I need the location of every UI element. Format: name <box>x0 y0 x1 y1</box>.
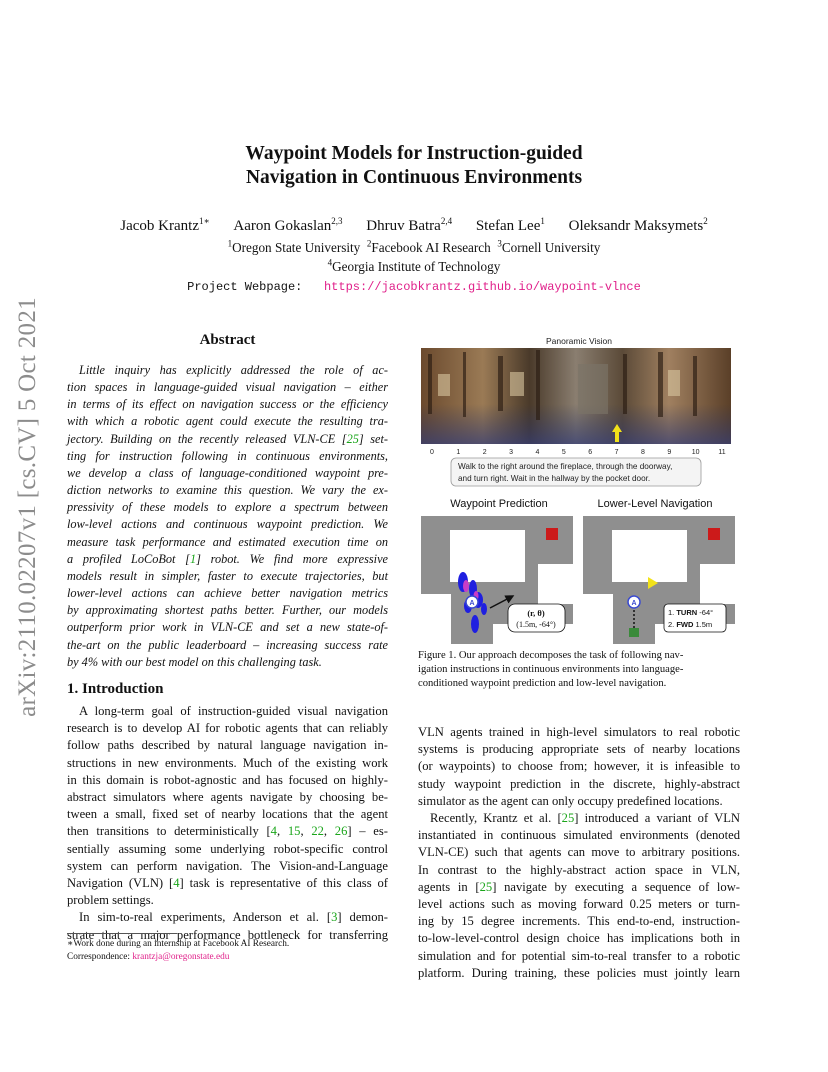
project-url-link[interactable]: https://jacobkrantz.github.io/waypoint-vlnce <box>323 280 641 294</box>
author-list <box>0 216 828 235</box>
text-line: sentially assuming some underlying robot-specific control <box>67 841 388 856</box>
text-line: A long-term goal of instruction-guided visual navigation <box>79 704 388 718</box>
citation-link[interactable]: 4 <box>173 876 180 891</box>
step-1-label: 1. TURN -64° <box>668 608 714 617</box>
title-line-1: Waypoint Models for Instruction-guided <box>245 143 583 164</box>
arxiv-stamp: arXiv:2110.02207v1 [cs.CV] 5 Oct 2021 <box>14 297 41 717</box>
affiliation: $^3$Cornell University <box>497 239 601 256</box>
caption-line: conditioned waypoint prediction and low-level navigation. <box>418 678 667 689</box>
project-webpage <box>0 280 828 294</box>
tick-label: 6 <box>588 449 593 456</box>
svg-text:A: A <box>631 600 637 607</box>
tick-label: 1 <box>456 449 461 456</box>
tick-label: 7 <box>614 449 619 456</box>
text-line: level actions such as moving forward 0.25 meters or turn- <box>418 897 740 912</box>
text-line: outperform prior work in VLN-CE and set a new state-of- <box>67 620 388 635</box>
r-theta-label: (r, θ) <box>527 608 545 618</box>
waypoint-map <box>421 516 573 644</box>
tick-label: 9 <box>667 449 672 456</box>
footnote <box>67 938 388 964</box>
text-line: follow paths described by natural language navigation in- <box>67 738 388 753</box>
citation-link[interactable]: 25 <box>561 811 575 826</box>
text-line: structions in new environments. Much of the existing work <box>67 755 388 770</box>
text-line: systems is producing appropriate sets of nearby locations <box>418 742 740 757</box>
text-line: a profiled LoCoBot [1] robot. We find more expressive <box>67 551 388 566</box>
text-line: Little inquiry has explicitly addressed the role of ac- <box>79 363 388 377</box>
instruction-line-2: and turn right. Wait in the hallway by the pocket door. <box>458 474 651 483</box>
abstract-heading: Abstract <box>199 332 256 348</box>
affiliation: $^1$Oregon State University <box>227 239 361 256</box>
text-line: In sim-to-real experiments, Anderson et al. [3] demon- <box>79 910 388 925</box>
text-line: platform. During training, these policies must jointly learn <box>418 965 740 980</box>
waypoint-prediction-title: Waypoint Prediction <box>450 498 548 510</box>
svg-text:A: A <box>469 600 475 607</box>
text-line: ing by 15 degree increments. This end-to-end, instruction- <box>418 914 740 929</box>
text-line: low-level actions and continuous waypoint prediction. We <box>67 517 388 532</box>
text-line: In contrast to the highly-abstract action space in VLN, <box>418 862 740 877</box>
footnote-text: ∗Work done during an internship at Facebook AI Research. <box>67 939 290 949</box>
citation-link[interactable]: 15 <box>287 824 301 839</box>
text-line: (or waypoints) to choose from; however, it is infeasible to <box>418 759 740 774</box>
text-line: by approximating shortest paths better. Further, our models <box>67 603 388 618</box>
text-line: simulator as the agent can only occupy predefined locations. <box>418 793 723 808</box>
text-line: research is to develop AI for robotic agents that can reliably <box>67 721 388 736</box>
tick-label: 5 <box>561 449 566 456</box>
text-line: VLN-CE) such that agents can move to arbitrary positions. <box>418 845 740 860</box>
author-name: Dhruv Batra$^{2,4}$ <box>366 216 453 234</box>
abstract-body <box>67 362 388 671</box>
citation-link[interactable]: 22 <box>311 824 324 839</box>
caption-line: igation instructions in continuous environments into language- <box>418 664 684 675</box>
tick-label: 2 <box>482 449 487 456</box>
author-name: Aaron Gokaslan$^{2,3}$ <box>233 216 343 234</box>
text-line: VLN agents trained in high-level simulators to real robotic <box>418 725 740 739</box>
text-line: models result in simpler, faster to execute trajectories, but <box>67 568 388 583</box>
text-line: diction networks to examine this question. We vary the ex- <box>67 483 388 498</box>
text-line: abstract simulators where agents navigate by choosing be- <box>67 790 388 805</box>
tick-label: 8 <box>640 449 645 456</box>
text-line: ting for instruction following in continuous environments, <box>67 448 388 463</box>
correspondence-email-link[interactable]: krantzja@oregonstate.edu <box>132 952 230 962</box>
affiliations-line-1 <box>0 239 828 256</box>
citation-link[interactable]: 3 <box>331 910 338 925</box>
text-line: in this domain is robot-agnostic and has focused on highly- <box>67 772 388 787</box>
affiliation: $^4$Georgia Institute of Technology <box>327 258 501 275</box>
text-line: we develop a class of language-conditioned waypoint pre- <box>67 465 388 480</box>
title-line-2: Navigation in Continuous Environments <box>245 167 583 188</box>
text-line: strate that a major performance bottleneck for transferring <box>67 927 388 942</box>
citation-link[interactable]: 25 <box>479 879 493 894</box>
r-theta-value: (1.5m, -64°) <box>516 620 556 629</box>
text-line: Navigation (VLN) [4] task is representative of this class of <box>67 876 388 891</box>
affiliations-line-2 <box>0 258 828 275</box>
affiliation: $^2$Facebook AI Research <box>366 239 491 256</box>
text-line: by 4% with our best model on this challenging task. <box>67 654 322 669</box>
citation-link[interactable]: 26 <box>334 824 348 839</box>
footnote-divider <box>67 933 177 934</box>
text-line: jectory. Building on the recently released VLN-CE [25] set- <box>67 431 388 446</box>
author-name: Oleksandr Maksymets$^2$ <box>568 216 708 234</box>
lower-level-navigation-title: Lower-Level Navigation <box>597 498 713 510</box>
text-line: agents in [25] navigate by executing a sequence of low- <box>418 879 740 894</box>
citation-link[interactable]: 25 <box>346 431 359 446</box>
tick-label: 3 <box>509 449 514 456</box>
citation-link[interactable]: 1 <box>189 551 197 566</box>
author-name: Jacob Krantz$^{1∗}$ <box>120 216 210 234</box>
figure-1 <box>418 334 740 646</box>
text-line: with which a robotic agent could execute the resulting tra- <box>67 414 388 429</box>
section-heading-introduction: 1. Introduction <box>67 681 164 697</box>
step-2-label: 2. FWD 1.5m <box>668 620 713 629</box>
text-line: tion spaces in language-guided visual navigation – either <box>67 380 388 395</box>
paper-title <box>0 142 828 190</box>
figure-1-caption <box>418 649 740 691</box>
intro-right-column <box>418 724 740 982</box>
instruction-line-1: Walk to the right around the fireplace, through the doorway, <box>458 462 673 471</box>
lower-level-map <box>583 516 735 644</box>
text-line: then transitions to deterministically [4, 15, 22, 26] – es- <box>67 824 388 839</box>
text-line: instantiated in continuous simulated environments (denoted <box>418 828 740 843</box>
text-line: lower-level actions can achieve better navigation metrics <box>67 586 388 601</box>
text-line: system can perform navigation. The Vision-and-Language <box>67 858 388 873</box>
text-line: simulation and for potential sim-to-real transfer to a robotic <box>418 948 740 963</box>
tick-label: 4 <box>535 449 540 456</box>
text-line: to-low-level-control design choice has implications both in <box>418 931 740 946</box>
tick-label: 0 <box>430 449 434 456</box>
text-line: pressivity of these models to explore a spectrum between <box>67 500 388 515</box>
tick-label: 11 <box>718 449 726 456</box>
text-line: the-art on the public leaderboard – increasing success rate <box>67 637 388 652</box>
tick-label: 10 <box>691 449 700 456</box>
panoramic-label: Panoramic Vision <box>546 336 612 346</box>
text-line: measure task performance and estimated execution time on <box>67 534 388 549</box>
footnote-label: Correspondence: <box>67 952 130 962</box>
author-name: Stefan Lee$^1$ <box>475 216 545 234</box>
text-line: in terms of its effect on navigation success or the efficiency <box>67 397 388 412</box>
intro-left-column <box>67 703 388 944</box>
tick-axis <box>430 449 726 456</box>
text-line: Recently, Krantz et al. [25] introduced a variant of VLN <box>430 811 741 826</box>
text-line: problem settings. <box>67 893 154 908</box>
citation-link[interactable]: 4 <box>270 824 277 839</box>
text-line: study waypoint prediction in the discrete, highly-abstract <box>418 776 740 791</box>
text-line: tween a small, fixed set of nearby locations that the agent <box>67 807 388 822</box>
project-label: Project Webpage: <box>187 280 303 294</box>
caption-line: Figure 1. Our approach decomposes the task of following nav- <box>418 650 684 661</box>
figure-1-graphic <box>418 334 740 646</box>
